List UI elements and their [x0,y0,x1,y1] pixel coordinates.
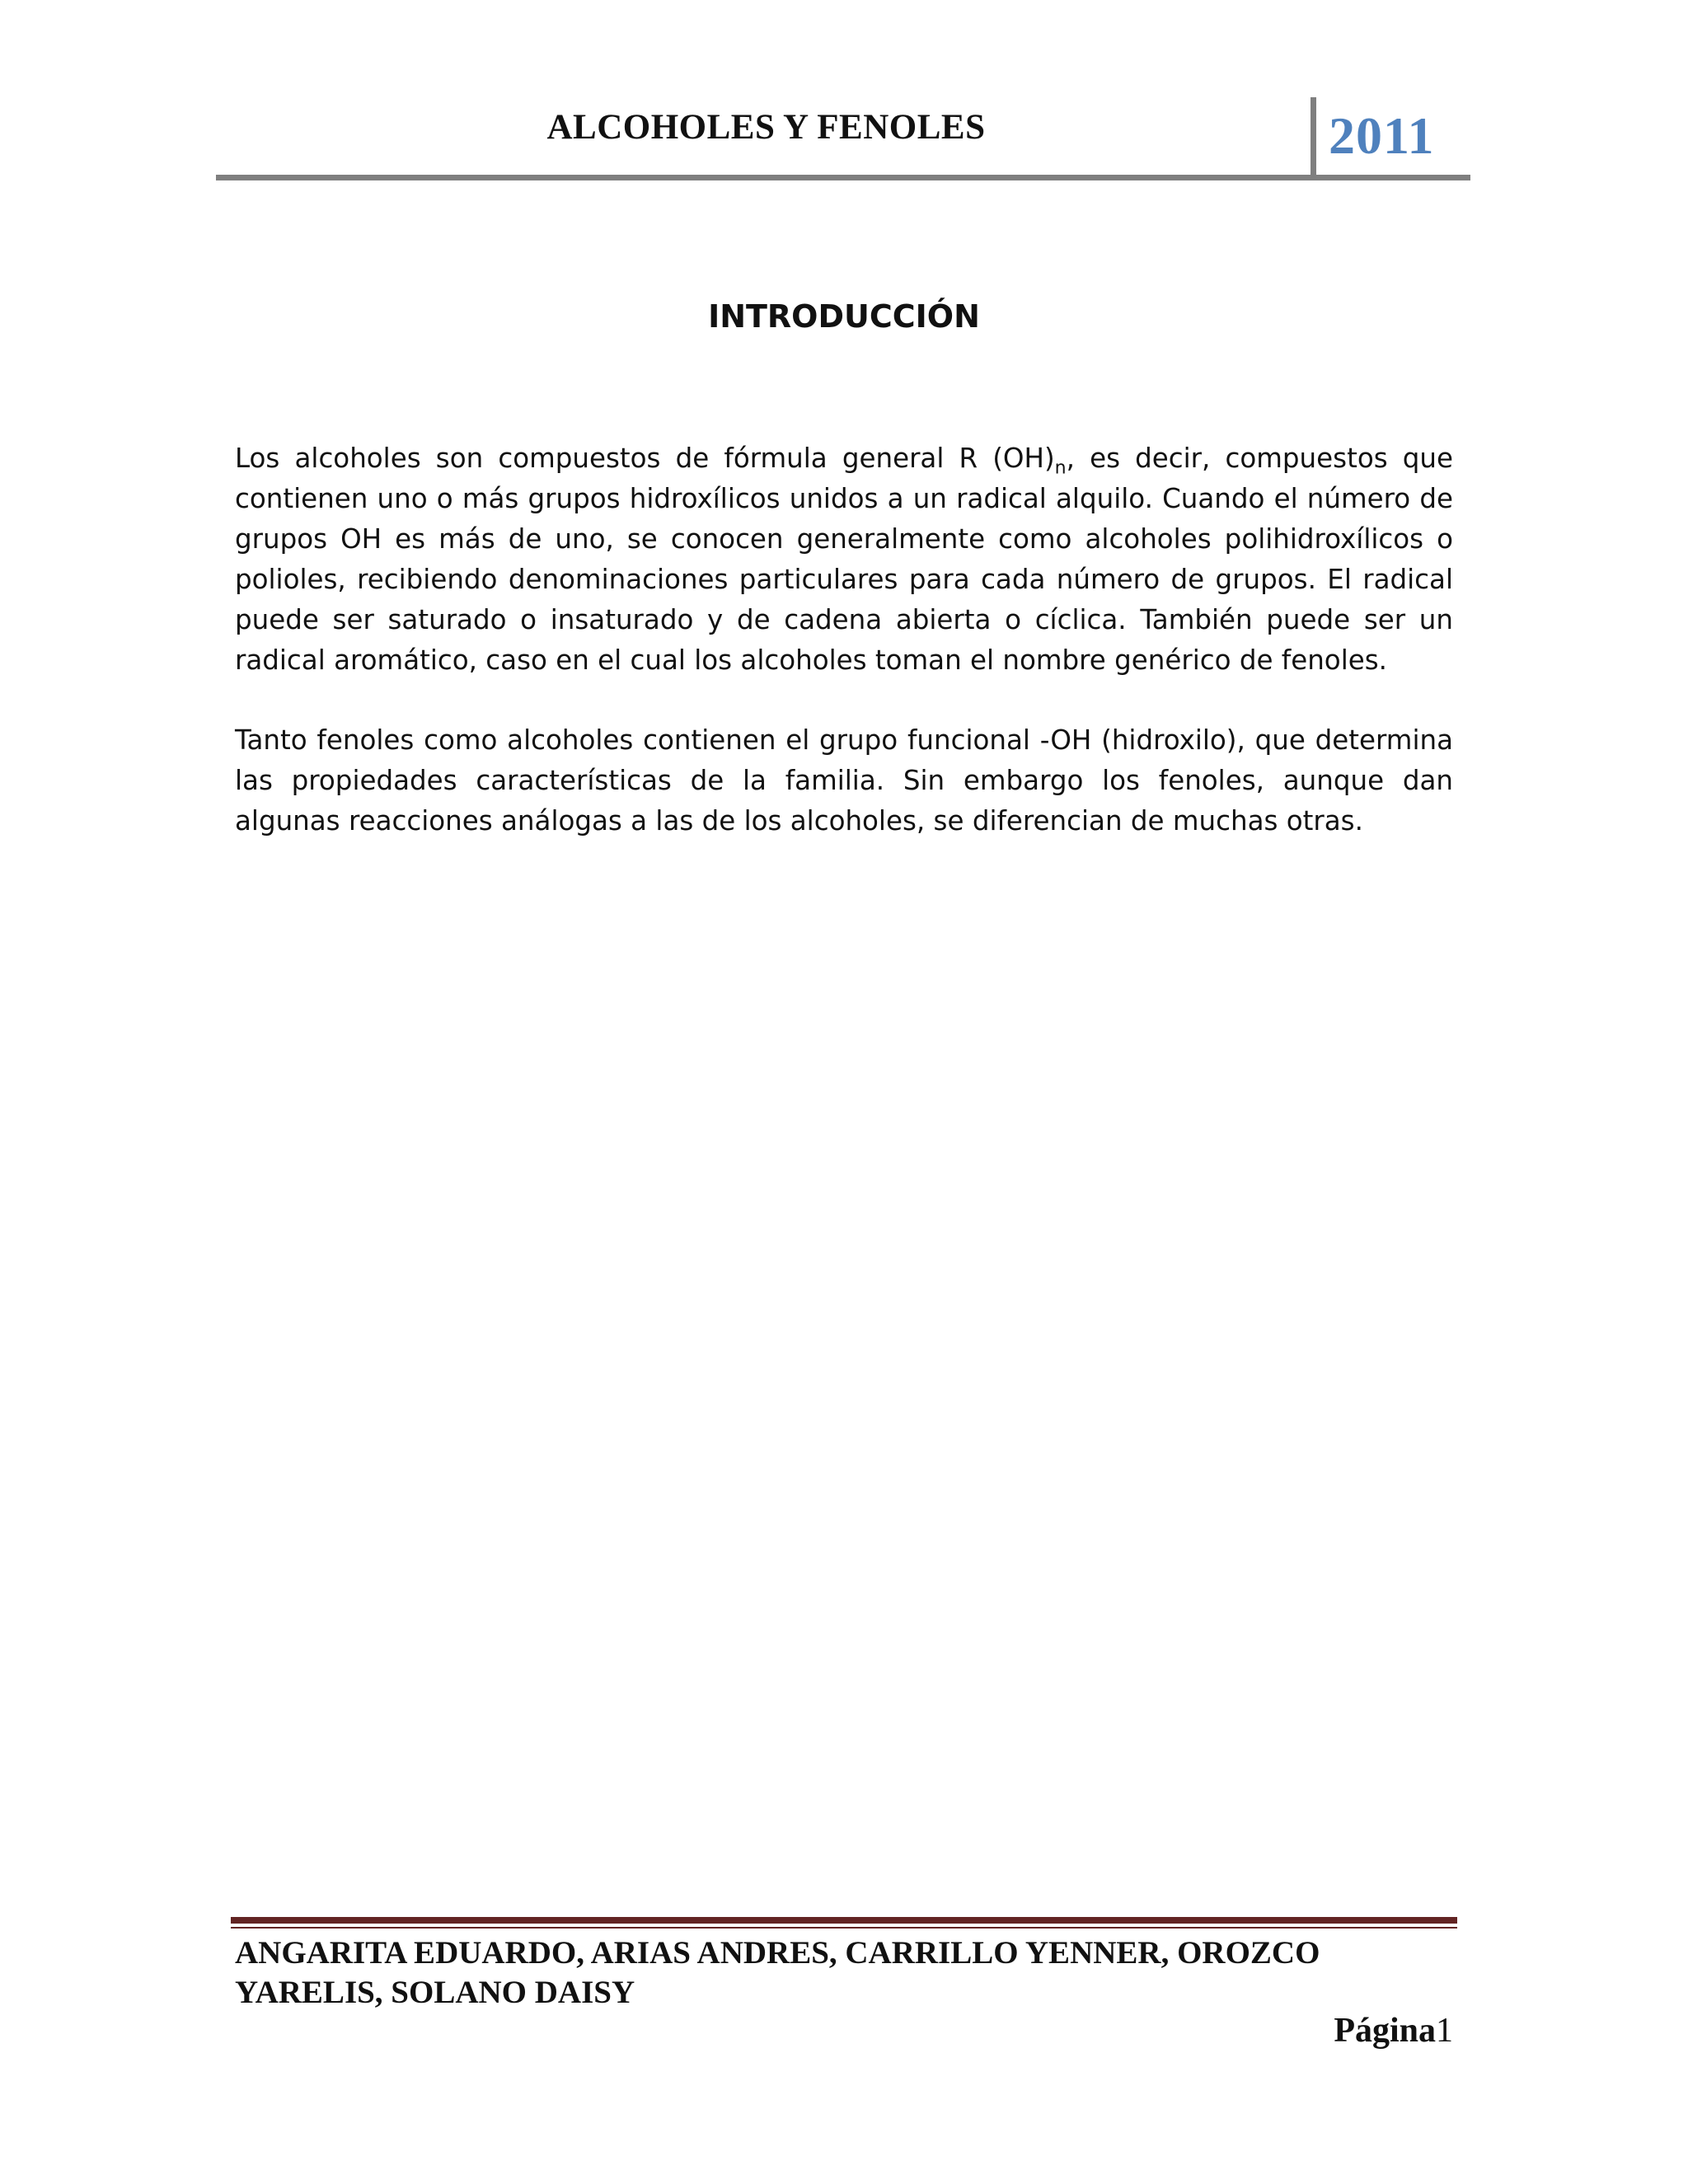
footer-rule-thin [231,1927,1457,1929]
page-number [1334,2011,1453,2050]
header-divider [1311,97,1316,178]
footer-authors: ANGARITA EDUARDO, ARIAS ANDRES, CARRILLO YENNER, OROZCO YARELIS, SOLANO DAISY [235,1935,1320,2010]
formula-subscript: n [1054,457,1067,479]
page-label: Página [1334,2012,1436,2050]
paragraph-1-start: Los alcoholes son compuestos de fórmula general R (OH) [235,443,1055,474]
header-rule [216,175,1470,180]
footer-rule-thick [231,1917,1457,1924]
page-number-value: 1 [1436,2012,1453,2050]
header-title: ALCOHOLES Y FENOLES [546,108,986,147]
section-title: INTRODUCCIÓN [708,298,980,335]
paragraph-1-rest: , es decir, compuestos que contienen uno o más grupos hidroxílicos unidos a un radical alquilo. Cuando el número de grupos OH es más de uno, se conocen generalmente como alcoholes polihidroxílicos o polioles, recibiendo denominaciones particulares para cada número de grupos. El radical puede ser saturado o insaturado y de cadena abierta o cíclica. También puede ser un radical aromático, caso en el cual los alcoholes toman el nombre genérico de fenoles. [235,443,1454,676]
header-year: 2011 [1329,106,1435,165]
paragraph-2: Tanto fenoles como alcoholes contienen el grupo funcional -OH (hidroxilo), que determina las propiedades características de la familia. Sin embargo los fenoles, aunque dan algunas reacciones análogas a las de los alcoholes, se diferencian de muchas otras. [235,724,1453,837]
paragraph-1 [235,438,1453,681]
